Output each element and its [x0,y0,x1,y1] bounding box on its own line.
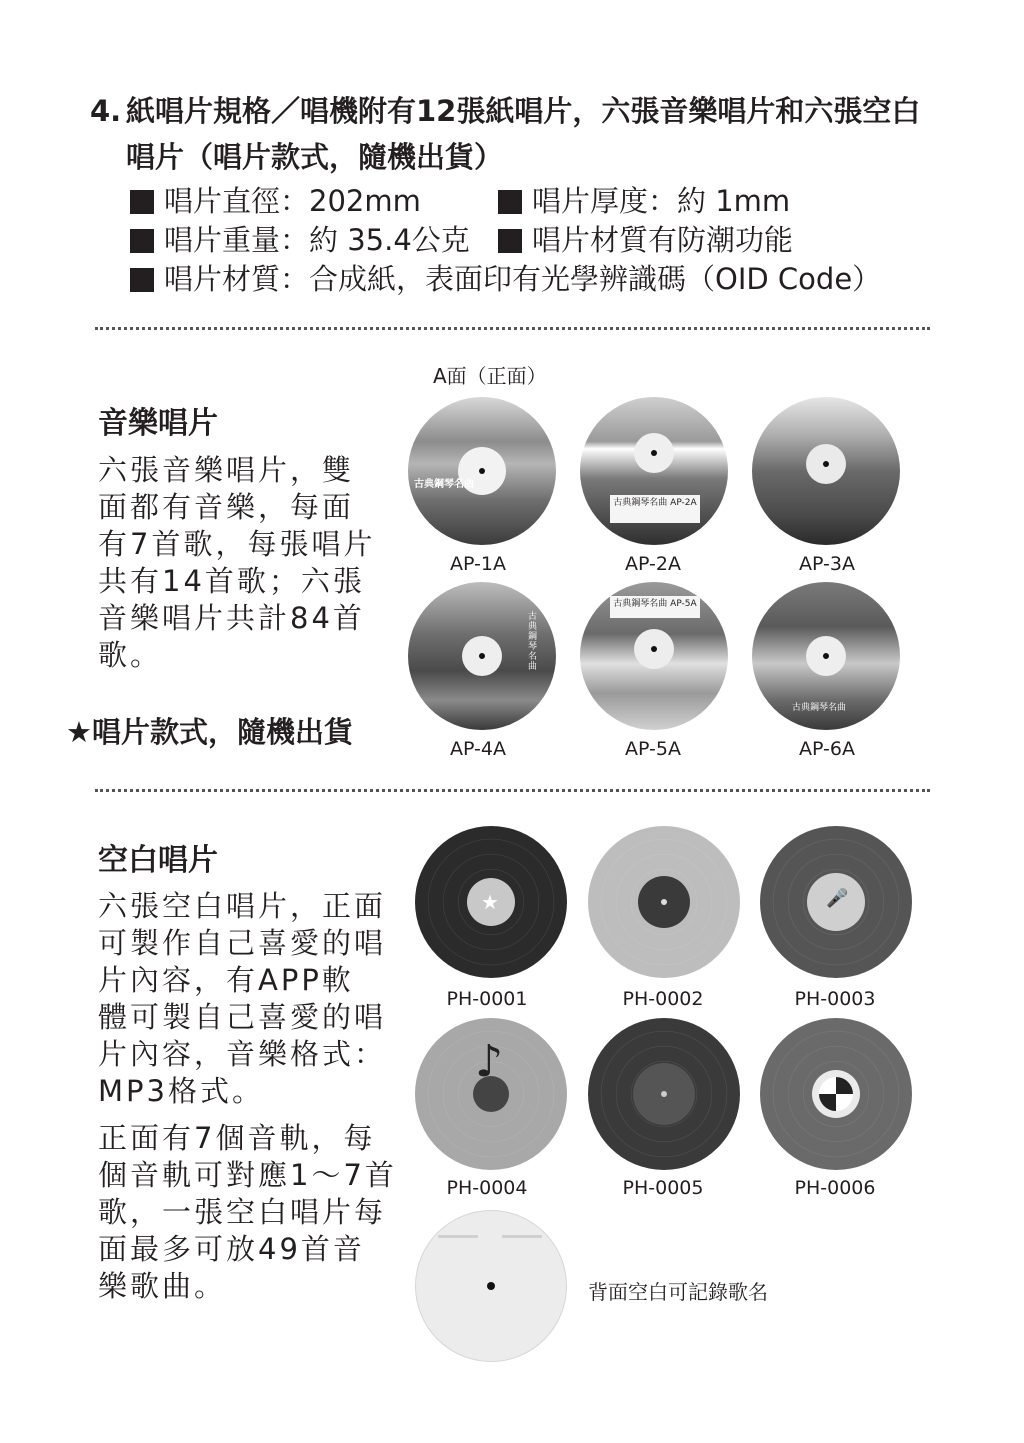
blank-disc-ph-0006 [760,1018,912,1170]
swirl-icon [819,1077,853,1111]
star-icon: ★ [481,890,499,914]
spec-material: 唱片材質：合成紙，表面印有光學辨識碼（OID Code） [130,260,881,299]
blank-disc-ph-0003 [760,826,912,978]
spec-thickness: 唱片厚度：約 1mm [498,182,790,221]
heading-line2: 唱片（唱片款式，隨機出貨） [126,140,504,174]
blank-disc-ph-0005 [588,1018,740,1170]
bullet-square-icon [130,229,154,253]
heading-line1: 紙唱片規格／唱機附有12張紙唱片，六張音樂唱片和六張空白 [126,94,921,128]
bullet-square-icon [498,229,522,253]
disc-code-ap-1a: AP-1A [450,553,506,575]
disc-code-ph-0003: PH-0003 [794,988,876,1010]
music-section-title: 音樂唱片 [98,406,218,441]
disc-code-ph-0005: PH-0005 [622,1177,704,1199]
dotted-divider [95,789,930,792]
microphone-icon: 🎤 [826,888,849,909]
music-disc-ap-5a: 古典鋼琴名曲 AP-5A [580,582,728,730]
disc-code-ap-6a: AP-6A [799,738,855,760]
disc-code-ph-0004: PH-0004 [446,1177,528,1199]
disc-code-ph-0001: PH-0001 [446,988,528,1010]
music-disc-ap-4a: 古典鋼琴名曲 [408,582,556,730]
disc-code-ap-2a: AP-2A [625,553,681,575]
blank-description: 六張空白唱片，正面 可製作自己喜愛的唱 片內容，有APP軟 體可製自己喜愛的唱 片內容，音樂格式： MP3格式。 [98,889,387,1108]
spec-moisture: 唱片材質有防潮功能 [498,221,793,260]
dotted-divider [95,327,930,330]
blank-disc-ph-0001 [415,826,567,978]
spec-weight: 唱片重量：約 35.4公克 [130,221,470,260]
blank-section-title: 空白唱片 [98,843,218,878]
blank-disc-back-side [415,1210,567,1362]
bullet-square-icon [498,190,522,214]
disc-code-ph-0006: PH-0006 [794,1177,876,1199]
disc-code-ap-3a: AP-3A [799,553,855,575]
random-style-note: ★唱片款式，隨機出貨 [66,715,353,749]
blank-disc-ph-0004 [415,1018,567,1170]
disc-code-ap-5a: AP-5A [625,738,681,760]
disc-code-ap-4a: AP-4A [450,738,506,760]
music-disc-ap-1a: 古典鋼琴名曲 [408,397,556,545]
music-note-icon: ♪ [475,1036,504,1087]
disc-code-ph-0002: PH-0002 [622,988,704,1010]
music-disc-ap-6a: 古典鋼琴名曲 [752,582,900,730]
back-side-note: 背面空白可記錄歌名 [588,1280,768,1304]
side-a-label: A面（正面） [433,364,547,388]
blank-description-tracks: 正面有7個音軌，每 個音軌可對應1～7首 歌，一張空白唱片每 面最多可放49首音 樂歌曲。 [98,1121,397,1303]
bullet-square-icon [130,190,154,214]
section-heading [90,88,970,180]
heading-number: 4. [90,94,122,128]
blank-disc-ph-0002 [588,826,740,978]
spec-diameter: 唱片直徑：202mm [130,182,421,221]
music-disc-ap-2a: 古典鋼琴名曲 AP-2A [580,397,728,545]
music-disc-ap-3a [752,397,900,545]
bullet-square-icon [130,268,154,292]
music-description: 六張音樂唱片，雙 面都有音樂，每面 有7首歌，每張唱片 共有14首歌；六張 音樂唱片共計84首 歌。 [98,453,376,672]
